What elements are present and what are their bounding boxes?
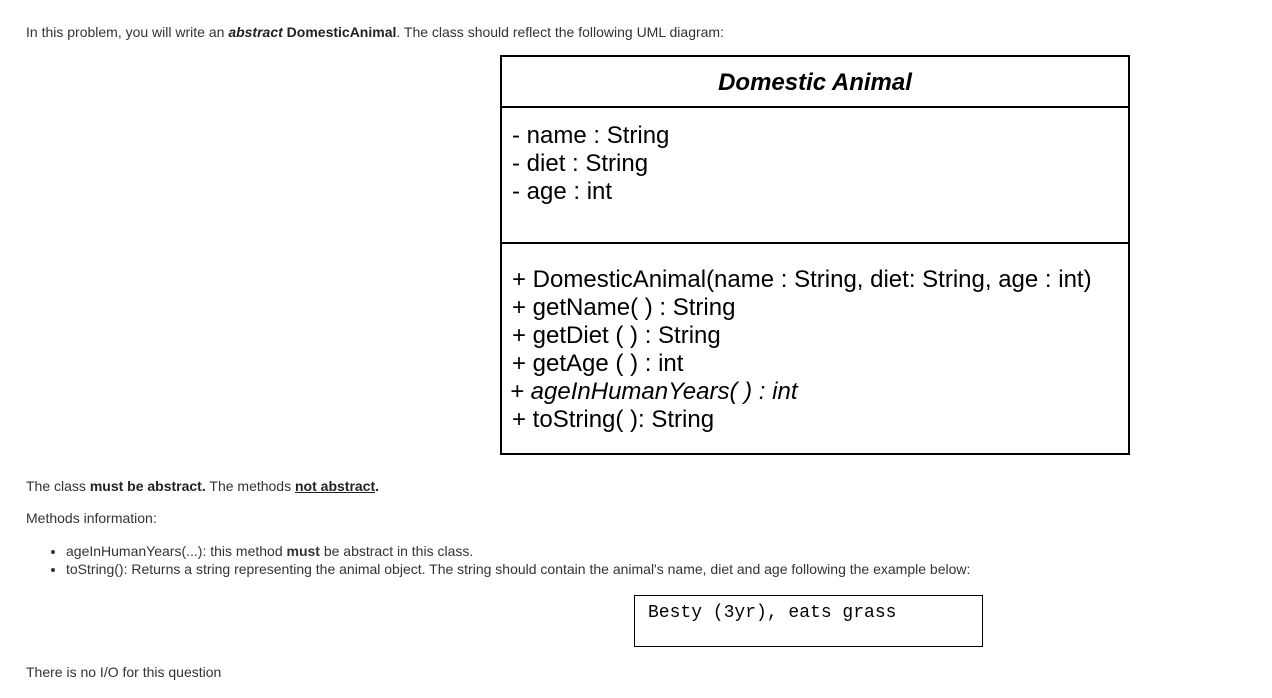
requirements-prefix: The class xyxy=(26,478,90,494)
uml-attribute-age: - age : int xyxy=(512,178,613,205)
method-info-text-after: be abstract in this class. xyxy=(319,543,474,559)
method-info-name: toString() xyxy=(66,561,124,577)
requirements-middle: The methods xyxy=(205,478,295,494)
uml-method-tostring: + toString( ): String xyxy=(512,406,715,433)
uml-methods-section xyxy=(502,244,1128,434)
method-info-text: : Returns a string representing the animal object. The string should contain the animal's name, diet and age following the example below: xyxy=(123,561,971,577)
methods-info-heading: Methods information: xyxy=(26,510,157,526)
uml-class-title: Domestic Animal xyxy=(502,57,1128,108)
intro-keyword-abstract: abstract xyxy=(228,24,283,40)
uml-method-constructor: + DomesticAnimal(name : String, diet: String, age : int) xyxy=(512,266,1092,293)
intro-class-name: DomesticAnimal xyxy=(286,24,397,40)
requirements-paragraph xyxy=(26,478,379,494)
footer-note: There is no I/O for this question xyxy=(26,664,222,680)
uml-attribute-diet: - diet : String xyxy=(512,150,649,177)
uml-method-getage: + getAge ( ) : int xyxy=(512,350,684,377)
uml-method-getdiet: + getDiet ( ) : String xyxy=(512,322,721,349)
requirements-must-be-abstract: must be abstract. xyxy=(89,478,206,494)
uml-method-getname: + getName( ) : String xyxy=(512,294,736,321)
uml-class-diagram xyxy=(500,55,1130,455)
method-info-emphasis: must xyxy=(286,543,320,559)
intro-prefix: In this problem, you will write an xyxy=(26,24,229,40)
uml-method-ageinhumanyears: + ageInHumanYears( ) : int xyxy=(510,378,798,405)
uml-attributes-section xyxy=(502,108,1128,244)
method-info-name: ageInHumanYears(...) xyxy=(66,543,203,559)
list-item xyxy=(66,542,970,560)
method-info-text-before: : this method xyxy=(202,543,287,559)
intro-paragraph xyxy=(26,24,724,40)
requirements-end: . xyxy=(375,478,380,494)
list-item xyxy=(66,560,970,578)
example-output-box: Besty (3yr), eats grass xyxy=(634,595,983,647)
methods-info-list xyxy=(26,542,970,578)
requirements-not-abstract: not abstract xyxy=(295,478,376,494)
uml-attribute-name: - name : String xyxy=(512,122,670,149)
intro-suffix: . The class should reflect the following UML diagram: xyxy=(396,24,724,40)
